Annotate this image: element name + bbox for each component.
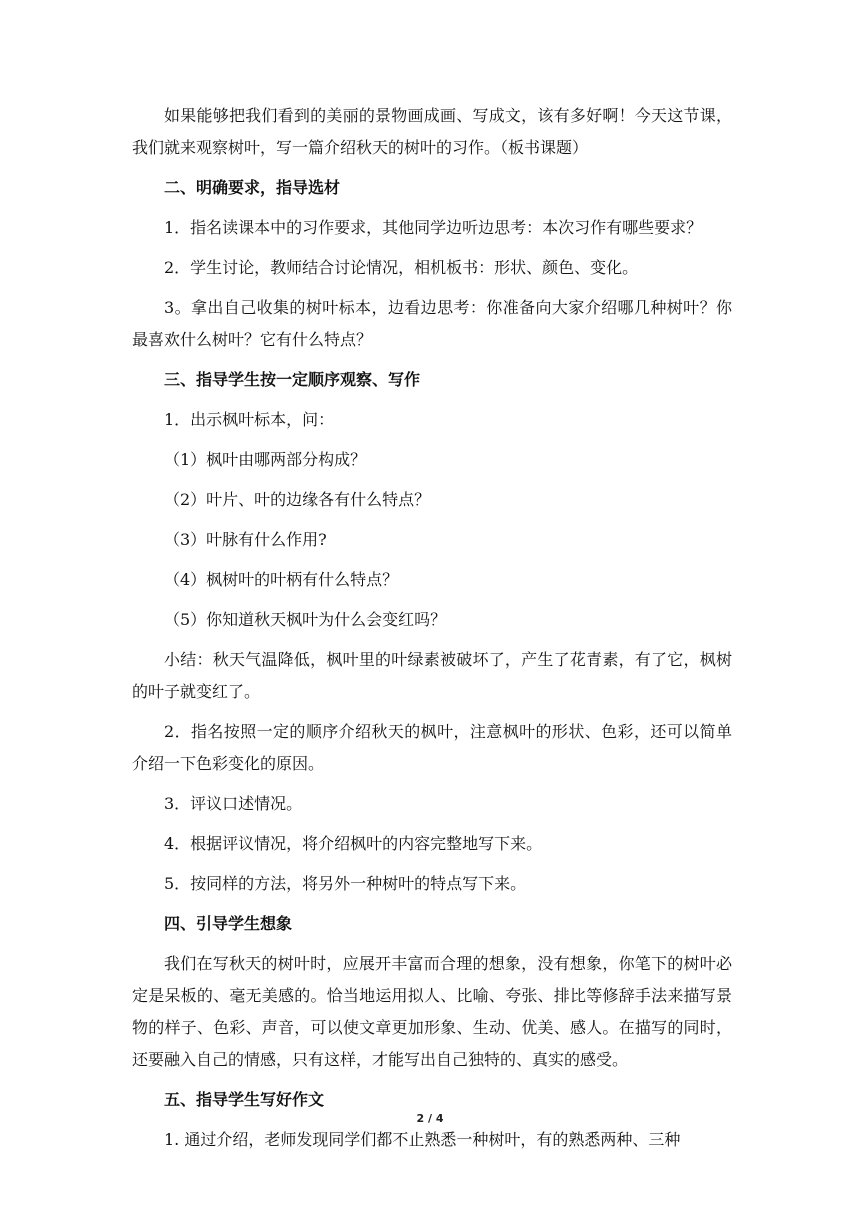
- section-heading-5: 五、指导学生写好作文: [164, 1090, 325, 1109]
- section-heading-2: 二、明确要求，指导选材: [164, 178, 341, 197]
- page-number: 2 / 4: [416, 1112, 444, 1125]
- section-heading-3: 三、指导学生按一定顺序观察、写作: [164, 370, 421, 389]
- section-3-item-4: 4．根据评议情况，将介绍枫叶的内容完整地写下来。: [164, 834, 543, 853]
- section-5-item-1: 1. 通过介绍，老师发现同学们都不止熟悉一种树叶，有的熟悉两种、三种: [164, 1130, 681, 1149]
- section-4-paragraph: 我们在写秋天的树叶时，应展开丰富而合理的想象，没有想象，你笔下的树叶必定是呆板的、毫无美感的。恰当地运用拟人、比喻、夸张、排比等修辞手法来描写景物的样子、色彩、声音，可以使文章更加形象、生动、优美、感人。在描写的同时，还要融入自己的情感，只有这样，才能写出自己独特的、真实的感受。: [132, 954, 732, 1069]
- document-body: [132, 100, 732, 1156]
- question-1: （1）枫叶由哪两部分构成？: [164, 450, 367, 469]
- question-3: （3）叶脉有什么作用?: [164, 530, 327, 549]
- intro-paragraph: 如果能够把我们看到的美丽的景物画成画、写成文，该有多好啊！今天这节课，我们就来观察树叶，写一篇介绍秋天的树叶的习作。（板书课题）: [132, 106, 732, 157]
- section-3-item-3: 3．评议口述情况。: [164, 794, 303, 813]
- section-2-item-1: 1．指名读课本中的习作要求，其他同学边听边思考：本次习作有哪些要求？: [164, 218, 703, 237]
- section-2-item-3: 3。拿出自己收集的树叶标本，边看边思考：你准备向大家介绍哪几种树叶？你最喜欢什么树叶？它有什么特点？: [132, 298, 732, 349]
- section-2-item-2: 2．学生讨论，教师结合讨论情况，相机板书：形状、颜色、变化。: [164, 258, 639, 277]
- section-heading-4: 四、引导学生想象: [164, 914, 293, 933]
- question-5: （5）你知道秋天枫叶为什么会变红吗？: [164, 610, 447, 629]
- section-3-item-1: 1．出示枫叶标本，问：: [164, 410, 335, 429]
- question-4: （4）枫树叶的叶柄有什么特点？: [164, 570, 399, 589]
- question-2: （2）叶片、叶的边缘各有什么特点？: [164, 490, 431, 509]
- section-3-item-5: 5．按同样的方法，将另外一种树叶的特点写下来。: [164, 874, 527, 893]
- summary-paragraph: 小结：秋天气温降低，枫叶里的叶绿素被破坏了，产生了花青素，有了它，枫树的叶子就变红了。: [132, 650, 732, 701]
- section-3-item-2: 2．指名按照一定的顺序介绍秋天的枫叶，注意枫叶的形状、色彩，还可以简单介绍一下色彩变化的原因。: [132, 722, 732, 773]
